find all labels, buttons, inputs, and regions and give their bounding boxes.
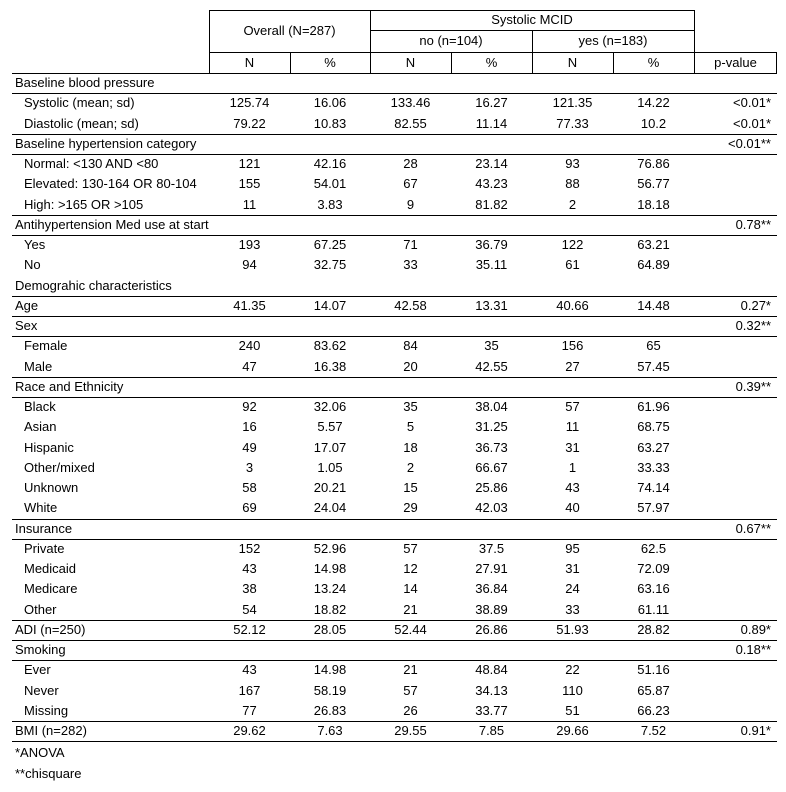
row-label: Ever [24,662,51,678]
table-cell: 64.89 [637,257,670,273]
section-label: Antihypertension Med use at start [15,216,209,232]
column-header: % [324,55,336,70]
table-cell: 57 [403,540,418,556]
row-label: Male [24,358,53,374]
table-cell: 82.55 [394,115,427,131]
table-cell: 29.62 [233,723,266,738]
table-cell: 95 [565,540,580,556]
table-cell: 26 [403,702,418,718]
mcid-no-header: no (n=104) [419,33,483,48]
table-cell: 3.83 [317,196,343,212]
row-label: Yes [24,237,46,252]
table-cell: 51.93 [556,621,589,637]
table-cell: 167 [238,682,261,698]
table-cell: 57 [403,682,418,698]
p-value-cell: 0.89* [740,621,771,637]
row-label: Unknown [24,480,79,495]
table-cell: 33.77 [475,702,508,718]
table-cell: 57 [565,399,580,414]
table-cell: 28.05 [313,621,347,637]
table-cell: 22 [565,662,580,678]
table-cell: 69 [242,500,257,516]
section-label: Age [15,297,39,313]
table-cell: 14.48 [637,297,670,313]
table-cell: 63.16 [637,581,670,597]
table-cell: 110 [562,682,583,698]
table-cell: 121.35 [552,95,593,111]
table-cell: 35.11 [475,257,508,273]
table-cell: 14 [403,581,418,597]
row-label: Medicaid [24,561,77,576]
section-label: Smoking [15,642,66,657]
table-cell: 42.58 [394,297,427,313]
p-value-cell: 0.27* [740,297,771,313]
table-cell: 38.89 [475,601,508,617]
row-label: High: >165 OR >105 [24,196,144,212]
table-cell: 61.11 [637,601,670,617]
table-cell: 42.16 [313,156,347,171]
table-cell: 32.75 [313,257,347,273]
table-cell: 15 [403,480,418,495]
table-cell: 68.75 [637,419,670,435]
table-cell: 3 [245,459,254,475]
table-cell: 14.98 [313,662,347,678]
table-cell: 18.18 [637,196,670,212]
table-cell: 11.14 [475,115,508,131]
table-cell: 40 [565,500,580,516]
table-cell: 33.33 [637,459,670,475]
table-cell: 16.27 [475,95,508,111]
table-cell: 31.25 [475,419,508,435]
table-cell: 26.86 [475,621,508,637]
table-cell: 76.86 [637,156,670,171]
table-cell: 67 [403,176,418,192]
table-cell: 52.12 [233,621,266,637]
table-cell: 77.33 [556,115,589,131]
table-cell: 54 [242,601,257,617]
column-header: % [647,55,660,70]
table-cell: 13.31 [475,297,508,313]
table-cell: 17.07 [313,439,347,455]
p-value-cell: 0.39** [735,378,771,394]
table-cell: 88 [565,176,580,192]
p-value-cell: 0.18** [735,642,771,657]
table-cell: 18 [403,439,418,455]
table-cell: 14.07 [313,297,347,313]
table-cell: 43 [242,662,257,678]
table-cell: 28 [403,156,418,171]
p-value-cell: 0.67** [735,520,771,536]
table-cell: 152 [238,540,261,556]
table-cell: 81.82 [475,196,508,212]
table-cell: 10.2 [640,115,667,131]
table-cell: 66.23 [637,702,670,718]
table-cell: 71 [403,237,418,252]
table-cell: 13.24 [313,581,347,597]
table-cell: 56.77 [637,176,670,192]
table-cell: 26.83 [313,702,347,718]
table-cell: 121 [238,156,261,171]
row-label: Other [24,601,57,617]
table-cell: 74.14 [637,480,670,495]
table-cell: 43.23 [475,176,508,192]
table-cell: 18.82 [313,601,347,617]
table-cell: 41.35 [233,297,266,313]
table-cell: 1 [568,459,577,475]
table-cell: 48.84 [475,662,508,678]
table-cell: 133.46 [390,95,431,111]
table-cell: 47 [242,358,257,374]
section-label: Race and Ethnicity [15,378,124,394]
table-cell: 10.83 [313,115,347,131]
table-cell: 83.62 [313,338,347,354]
table-cell: 16.38 [313,358,347,374]
table-cell: 72.09 [637,561,670,576]
section-label: Insurance [15,520,73,536]
table-cell: 92 [242,399,257,414]
row-label: Missing [24,702,69,718]
overall-header: Overall (N=287) [243,23,336,38]
table-cell: 35 [403,399,418,414]
table-cell: 29 [403,500,418,516]
row-label: Medicare [24,581,78,597]
table-cell: 84 [403,338,418,354]
table-cell: 52.96 [313,540,347,556]
p-value-cell: <0.01** [727,135,771,151]
table-cell: 93 [565,156,580,171]
table-cell: 5.57 [317,419,343,435]
table-cell: 155 [238,176,261,192]
section-label: Baseline hypertension category [15,135,197,151]
table-cell: 2 [568,196,577,212]
table-cell: 240 [238,338,261,354]
row-label: Diastolic (mean; sd) [24,115,139,131]
section-label: ADI (n=250) [15,621,86,637]
section-label: BMI (n=282) [15,723,87,738]
table-cell: 24 [565,581,580,597]
table-cell: 16.06 [313,95,347,111]
table-cell: 20 [403,358,418,374]
table-cell: 54.01 [313,176,347,192]
p-value-header: p-value [714,55,757,70]
row-label: No [24,257,41,273]
section-label: Demograhic characteristics [15,277,172,293]
row-label: White [24,500,58,516]
row-label: Private [24,540,65,556]
table-cell: 24.04 [313,500,347,516]
row-label: Systolic (mean; sd) [24,95,135,111]
column-header: N [405,55,416,70]
section-label: Sex [15,318,38,333]
table-cell: 40.66 [556,297,589,313]
section-rule [12,519,777,520]
p-value-cell: 0.32** [735,318,771,333]
section-rule [12,134,777,135]
table-cell: 29.55 [394,723,427,738]
table-cell: 38.04 [475,399,508,414]
table-cell: 94 [242,257,257,273]
table-cell: 7.63 [317,723,343,738]
table-cell: 9 [406,196,415,212]
table-cell: 156 [561,338,584,354]
table-cell: 1.05 [317,459,343,475]
table-cell: 25.86 [475,480,508,495]
table-cell: 32.06 [313,399,347,414]
table-cell: 34.13 [475,682,508,698]
table-cell: 49 [242,439,257,455]
systolic-mcid-header: Systolic MCID [491,12,573,27]
table-cell: 62.5 [640,540,667,556]
table-cell: 125.74 [229,95,270,111]
table-cell: 65 [646,338,661,354]
table-cell: 57.45 [637,358,670,374]
table-cell: 2 [406,459,415,475]
table-cell: 11 [565,419,580,435]
row-label: Asian [24,419,57,435]
table-cell: 58 [242,480,257,495]
table-cell: 193 [238,237,261,252]
table-cell: 61 [565,257,580,273]
table-cell: 42.03 [475,500,508,516]
row-label: Black [24,399,56,414]
section-rule [12,721,777,722]
table-cell: 7.52 [640,723,667,738]
row-label: Elevated: 130-164 OR 80-104 [24,176,197,192]
section-rule [12,741,777,742]
table-cell: 38 [242,581,257,597]
table-cell: 5 [406,419,415,435]
table-cell: 36.84 [475,581,508,597]
column-header: % [485,55,498,70]
table-cell: 63.27 [637,439,670,455]
column-header: N [567,55,578,70]
table-cell: 65.87 [637,682,670,698]
section-rule [12,620,777,621]
table-cell: 11 [242,196,257,212]
table-cell: 14.98 [313,561,347,576]
table-cell: 31 [565,561,580,576]
table-cell: 35 [484,338,499,354]
row-label: Hispanic [24,439,74,455]
table-cell: 12 [403,561,418,576]
section-rule [12,296,777,297]
table-cell: 42.55 [475,358,508,374]
table-cell: 51.16 [637,662,670,678]
table-cell: 66.67 [475,459,508,475]
p-value-cell: <0.01* [733,115,771,131]
table-cell: 61.96 [637,399,670,414]
section-rule [12,640,777,641]
table-cell: 27.91 [475,561,508,576]
table-cell: 79.22 [233,115,266,131]
footnote: *ANOVA [15,745,65,761]
table-cell: 28.82 [637,621,670,637]
row-label: Never [24,682,59,698]
table-cell: 33 [403,257,418,273]
table-cell: 51 [565,702,580,718]
table-cell: 52.44 [394,621,427,637]
table-cell: 29.66 [556,723,589,738]
p-value-cell: <0.01* [733,95,771,111]
column-header: N [244,55,255,70]
table-cell: 7.85 [478,723,505,738]
table-cell: 122 [561,237,584,252]
table-cell: 43 [565,480,580,495]
table-cell: 77 [242,702,257,718]
p-value-cell: 0.78** [735,216,771,232]
table-cell: 43 [242,561,257,576]
row-label: Normal: <130 AND <80 [24,156,159,171]
table-cell: 21 [403,601,418,617]
footnote: **chisquare [15,765,82,781]
table-cell: 36.79 [475,237,508,252]
table-cell: 58.19 [313,682,347,698]
table-cell: 67.25 [313,237,347,252]
mcid-yes-header: yes (n=183) [578,33,648,48]
table-cell: 27 [565,358,580,374]
table-cell: 20.21 [313,480,347,495]
table-cell: 16 [242,419,257,435]
table-cell: 23.14 [475,156,508,171]
row-label: Female [24,338,68,354]
section-rule [12,316,777,317]
section-label: Baseline blood pressure [15,75,155,90]
table-cell: 37.5 [478,540,505,556]
table-cell: 14.22 [637,95,670,111]
section-rule [12,377,777,378]
table-cell: 33 [565,601,580,617]
table-cell: 63.21 [637,237,670,252]
section-rule [12,215,777,216]
p-value-cell: 0.91* [740,723,771,738]
row-label: Other/mixed [24,459,95,475]
table-cell: 57.97 [637,500,670,516]
table-cell: 31 [565,439,580,455]
table-cell: 36.73 [475,439,508,455]
table-cell: 21 [403,662,418,678]
